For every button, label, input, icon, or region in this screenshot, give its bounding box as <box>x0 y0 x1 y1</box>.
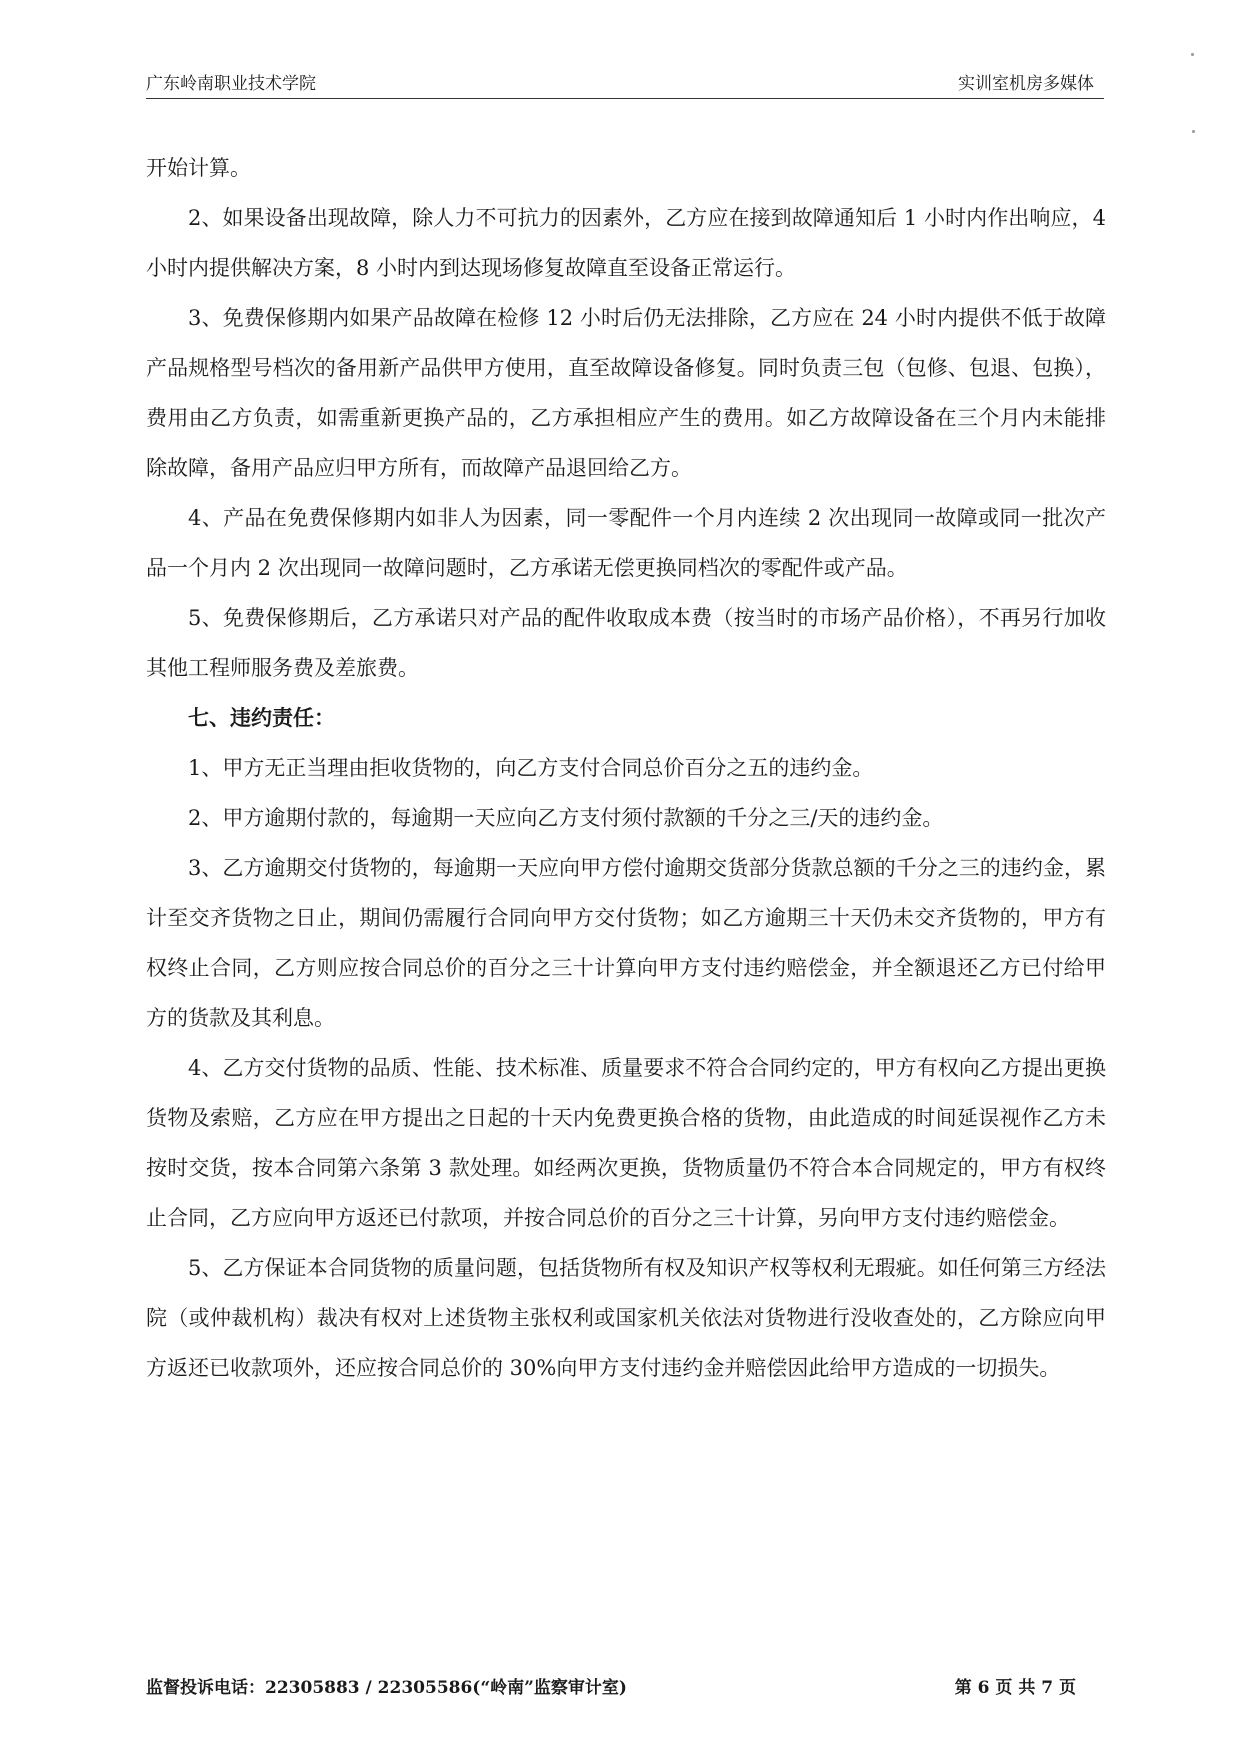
section-heading-breach: 七、违约责任： <box>188 705 335 730</box>
paragraph-clause: 1、甲方无正当理由拒收货物的，向乙方支付合同总价百分之五的违约金。 <box>188 756 874 780</box>
complaint-hotline: 监督投诉电话：22305883 / 22305586(“岭南”监察审计室) <box>146 1678 627 1698</box>
paragraph-clause: 4、乙方交付货物的品质、性能、技术标准、质量要求不符合合同约定的，甲方有权向乙方提出更换货物及索赔，乙方应在甲方提出之日起的十天内免费更换合格的货物，由此造成的时间延误视作乙方未按时交货，按本合同第六条第 3 款处理。如经两次更换，货物质量仍不符合本合同规定的，甲方有权终止合同，乙方应向甲方返还已付款项，并按合同总价的百分之三十计算，另向甲方支付违约赔偿金。 <box>146 1056 1106 1230</box>
paragraph-clause: 2、甲方逾期付款的，每逾期一天应向乙方支付须付款额的千分之三/天的违约金。 <box>188 806 944 830</box>
paragraph-continuation: 开始计算。 <box>146 156 251 180</box>
scan-speck <box>1192 130 1195 133</box>
scan-speck <box>1191 53 1194 56</box>
paragraph-clause: 5、免费保修期后，乙方承诺只对产品的配件收取成本费（按当时的市场产品价格），不再另行加收其他工程师服务费及差旅费。 <box>146 606 1106 680</box>
paragraph-clause: 3、乙方逾期交付货物的，每逾期一天应向甲方偿付逾期交货部分货款总额的千分之三的违约金，累计至交齐货物之日止，期间仍需履行合同向甲方交付货物；如乙方逾期三十天仍未交齐货物的，甲方有权终止合同，乙方则应按合同总价的百分之三十计算向甲方支付违约赔偿金，并全额退还乙方已付给甲方的货款及其利息。 <box>146 856 1106 1030</box>
paragraph-clause: 5、乙方保证本合同货物的质量问题，包括货物所有权及知识产权等权利无瑕疵。如任何第三方经法院（或仲裁机构）裁决有权对上述货物主张权利或国家机关依法对货物进行没收查处的，乙方除应向甲方返还已收款项外，还应按合同总价的 30%向甲方支付违约金并赔偿因此给甲方造成的一切损失。 <box>146 1256 1106 1380</box>
paragraph-clause: 2、如果设备出现故障，除人力不可抗力的因素外，乙方应在接到故障通知后 1 小时内作出响应，4 小时内提供解决方案，8 小时内到达现场修复故障直至设备正常运行。 <box>146 206 1106 280</box>
paragraph-clause: 4、产品在免费保修期内如非人为因素，同一零配件一个月内连续 2 次出现同一故障或同一批次产品一个月内 2 次出现同一故障问题时，乙方承诺无偿更换同档次的零配件或产品。 <box>146 506 1106 580</box>
header-institution: 广东岭南职业技术学院 <box>146 74 316 94</box>
header-project: 实训室机房多媒体 <box>958 74 1094 94</box>
page-number: 第 6 页 共 7 页 <box>954 1678 1076 1698</box>
contract-body <box>146 143 1106 1393</box>
page-header <box>146 70 1104 99</box>
paragraph-clause: 3、免费保修期内如果产品故障在检修 12 小时后仍无法排除，乙方应在 24 小时内提供不低于故障产品规格型号档次的备用新产品供甲方使用，直至故障设备修复。同时负责三包（包修、包退、包换），费用由乙方负责，如需重新更换产品的，乙方承担相应产生的费用。如乙方故障设备在三个月内未能排除故障，备用产品应归甲方所有，而故障产品退回给乙方。 <box>146 306 1106 480</box>
